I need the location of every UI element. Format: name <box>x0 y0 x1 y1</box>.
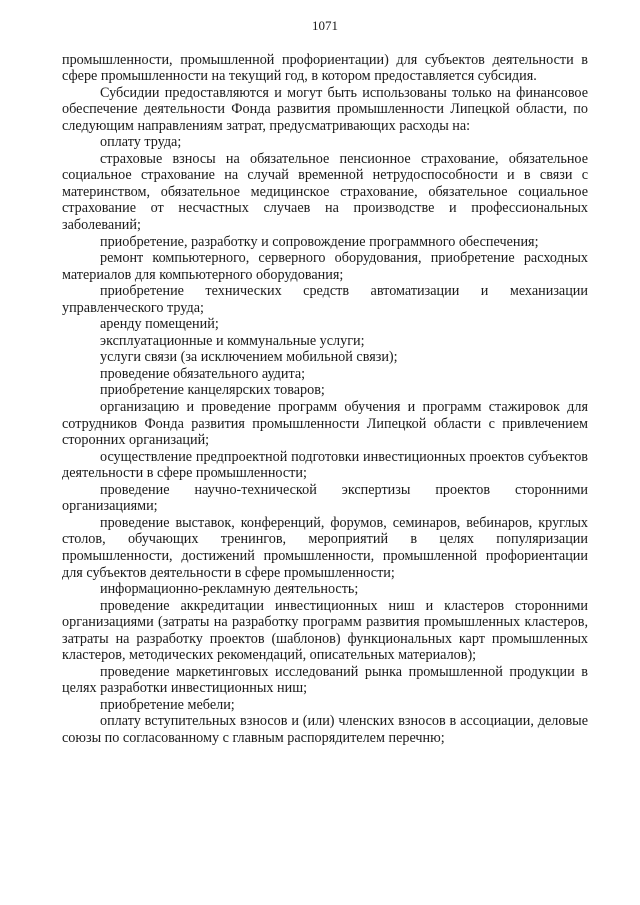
list-item: проведение выставок, конференций, форумов, семинаров, вебинаров, круглых столов, обучающих тренингов, мероприятий в целях популяризации промышленности, достижений промышленности, промышленной профориентации для субъектов деятельности в сфере промышленности; <box>62 514 588 581</box>
list-item: эксплуатационные и коммунальные услуги; <box>100 332 365 349</box>
list-item: приобретение мебели; <box>100 696 235 713</box>
list-item: ремонт компьютерного, серверного оборудования, приобретение расходных материалов для компьютерного оборудования; <box>62 250 588 283</box>
list-item: страховые взносы на обязательное пенсионное страхование, обязательное социальное страхование на случай временной нетрудоспособности и в связи с материнством, обязательное медицинское страхование, обязательное социальное страхование от несчастных случаев на производстве и профессиональных заболеваний; <box>62 150 588 234</box>
list-item: проведение маркетинговых исследований рынка промышленной продукции в целях разработки инвестиционных ниш; <box>62 663 588 697</box>
list-item: оплату вступительных взносов и (или) членских взносов в ассоциации, деловые союзы по согласованному с главным распорядителем перечню; <box>62 713 588 746</box>
list-item: проведение аккредитации инвестиционных ниш и кластеров сторонними организациями (затраты на разработку программ развития промышленных кластеров, затраты на разработку проектов (шаблонов) функциональных карт промышленных кластеров, методических рекомендаций, описательных материалов); <box>62 597 588 664</box>
list-item: приобретение, разработку и сопровождение программного обеспечения; <box>100 233 539 250</box>
list-item: приобретение канцелярских товаров; <box>100 382 325 399</box>
list-item: аренду помещений; <box>100 316 219 333</box>
list-item: осуществление предпроектной подготовки инвестиционных проектов субъектов деятельности в сфере промышленности; <box>62 448 588 482</box>
list-item: проведение обязательного аудита; <box>100 365 306 382</box>
list-item: организацию и проведение программ обучения и программ стажировок для сотрудников Фонда развития промышленности Липецкой области с привлечением сторонних организаций; <box>62 399 588 449</box>
list-item: информационно-рекламную деятельность; <box>100 581 359 598</box>
paragraph: промышленности, промышленной профориентации) для субъектов деятельности в сфере промышленности на текущий год, в котором предоставляется субсидия. <box>62 51 588 85</box>
list-item: приобретение технических средств автоматизации и механизации управленческого труда; <box>62 283 588 316</box>
list-item: проведение научно-технической экспертизы проектов сторонними организациями; <box>62 481 588 515</box>
list-item: оплату труда; <box>100 134 182 151</box>
document-body <box>62 52 588 747</box>
list-item: услуги связи (за исключением мобильной связи); <box>100 349 398 366</box>
page-number: 1071 <box>312 18 338 33</box>
paragraph: Субсидии предоставляются и могут быть использованы только на финансовое обеспечение деятельности Фонда развития промышленности Липецкой области, по следующим направлениям затрат, предусматривающих расходы на: <box>62 84 588 134</box>
